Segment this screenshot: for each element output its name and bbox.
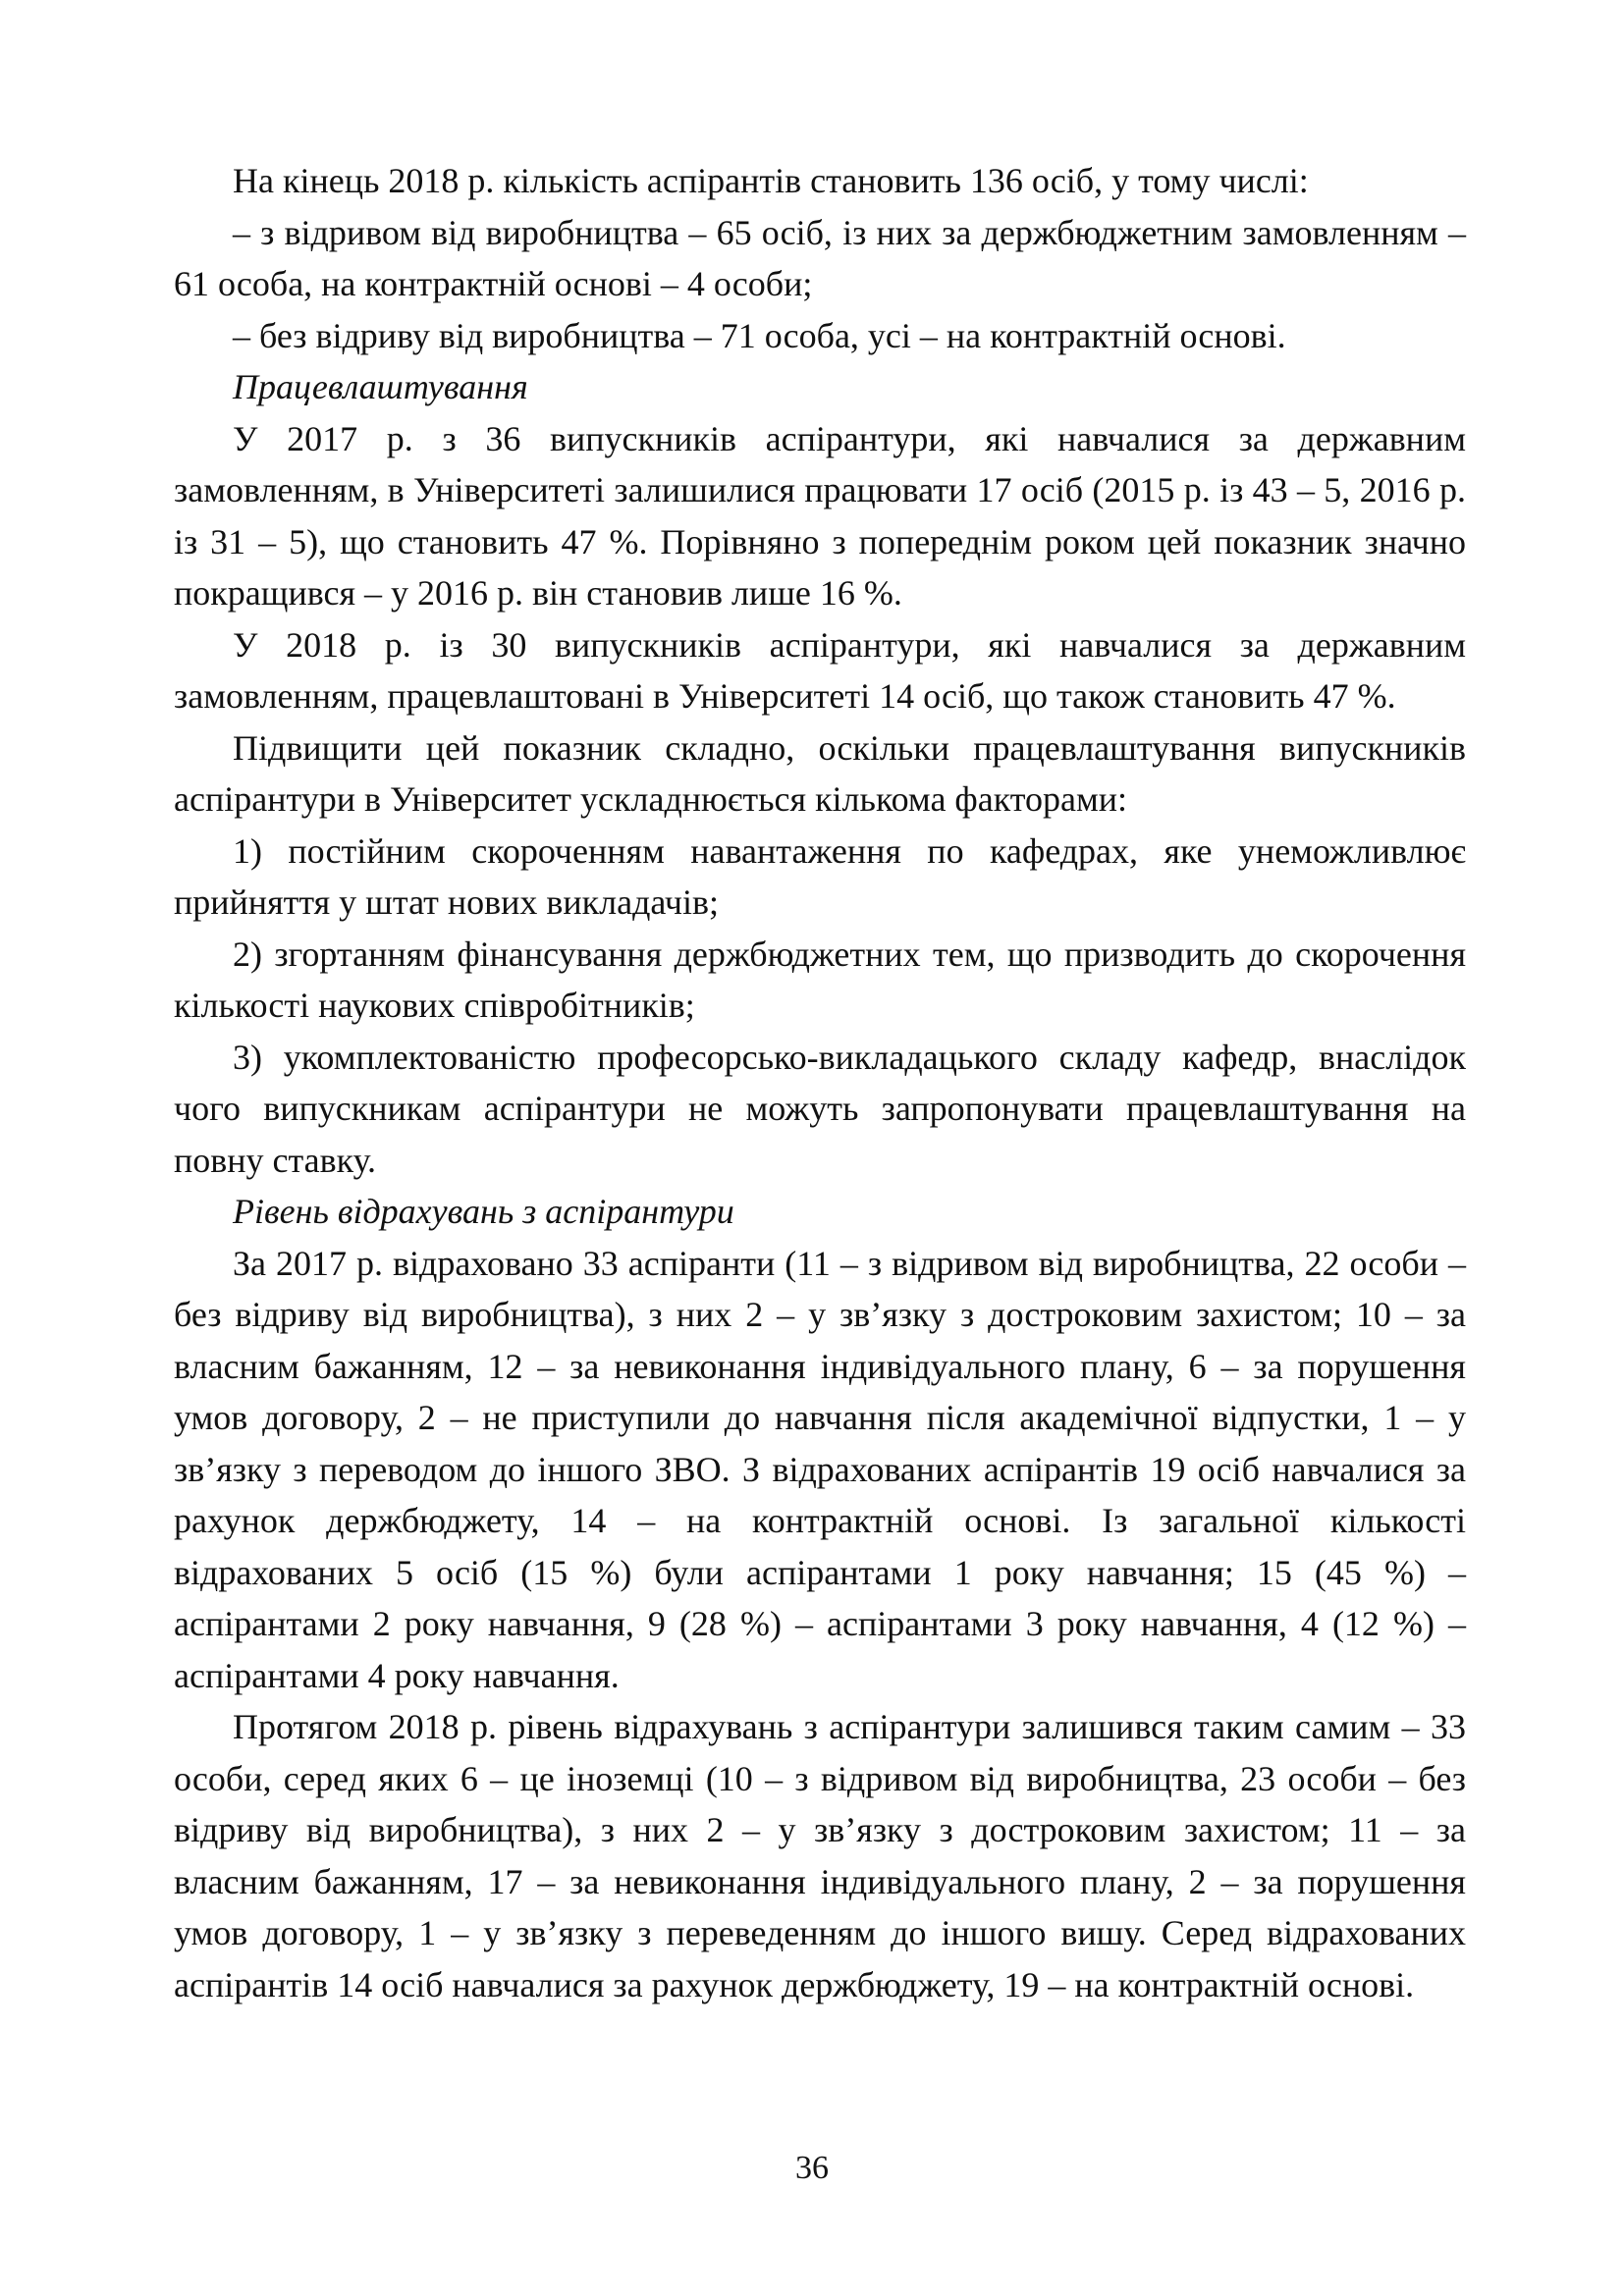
page-body	[174, 155, 1466, 2010]
section-heading-employment: Працевлаштування	[233, 367, 528, 406]
section-heading-dropout: Рівень відрахувань з аспірантури	[233, 1192, 734, 1231]
paragraph-full-time: – з відривом від виробництва – 65 осіб, із них за держбюджетним замовленням – 61 особа, на контрактній основі – 4 особи;	[174, 212, 1466, 303]
paragraph-dropout-2017: За 2017 р. відраховано 33 аспіранти (11 – з відривом від виробництва, 22 особи – без відриву від виробництва), з них 2 – у зв’язку з достроковим захистом; 10 – за власним бажанням, 12 – за невиконання індивідуального плану, 6 – за порушення умов договору, 2 – не приступили до навчання після академічної відпустки, 1 – у зв’язку з переводом до іншого ЗВО. З відрахованих аспірантів 19 осіб навчалися за рахунок держбюджету, 14 – на контрактній основі. Із загальної кількості відрахованих 5 осіб (15 %) були аспірантами 1 року навчання; 15 (45 %) – аспірантами 2 року навчання, 9 (28 %) – аспірантами 3 року навчання, 4 (12 %) – аспірантами 4 року навчання.	[174, 1243, 1466, 1695]
paragraph-employment-2018: У 2018 р. із 30 випускників аспірантури, які навчалися за державним замовленням, працевлаштовані в Університеті 14 осіб, що також становить 47 %.	[174, 624, 1466, 716]
page-number: 36	[795, 2150, 829, 2186]
list-item-factor-3: 3) укомплектованістю професорсько-викладацького складу кафедр, внаслідок чого випускникам аспірантури не можуть запропонувати працевлаштування на повну ставку.	[174, 1037, 1466, 1180]
list-item-factor-1: 1) постійним скороченням навантаження по кафедрах, яке унеможливлює прийняття у штат нових викладачів;	[174, 830, 1466, 922]
paragraph-total-count: На кінець 2018 р. кількість аспірантів становить 136 осіб, у тому числі:	[233, 161, 1309, 200]
paragraph-employment-2017: У 2017 р. з 36 випускників аспірантури, які навчалися за державним замовленням, в Університеті залишилися працювати 17 осіб (2015 р. із 43 – 5, 2016 р. із 31 – 5), що становить 47 %. Порівняно з попереднім роком цей показник значно покращився – у 2016 р. він становив лише 16 %.	[174, 418, 1466, 613]
paragraph-part-time: – без відриву від виробництва – 71 особа, усі – на контрактній основі.	[233, 315, 1286, 355]
list-item-factor-2: 2) згортанням фінансування держбюджетних тем, що призводить до скорочення кількості наукових співробітників;	[174, 934, 1466, 1025]
paragraph-dropout-2018: Протягом 2018 р. рівень відрахувань з аспірантури залишився таким самим – 33 особи, серед яких 6 – це іноземці (10 – з відривом від виробництва, 23 особи – без відриву від виробництва), з них 2 – у зв’язку з достроковим захистом; 11 – за власним бажанням, 17 – за невиконання індивідуального плану, 2 – за порушення умов договору, 1 – у зв’язку з переведенням до іншого вишу. Серед відрахованих аспірантів 14 осіб навчалися за рахунок держбюджету, 19 – на контрактній основі.	[174, 1707, 1466, 2004]
paragraph-factors-intro: Підвищити цей показник складно, оскільки працевлаштування випускників аспірантури в Університет ускладнюється кількома факторами:	[174, 727, 1466, 819]
